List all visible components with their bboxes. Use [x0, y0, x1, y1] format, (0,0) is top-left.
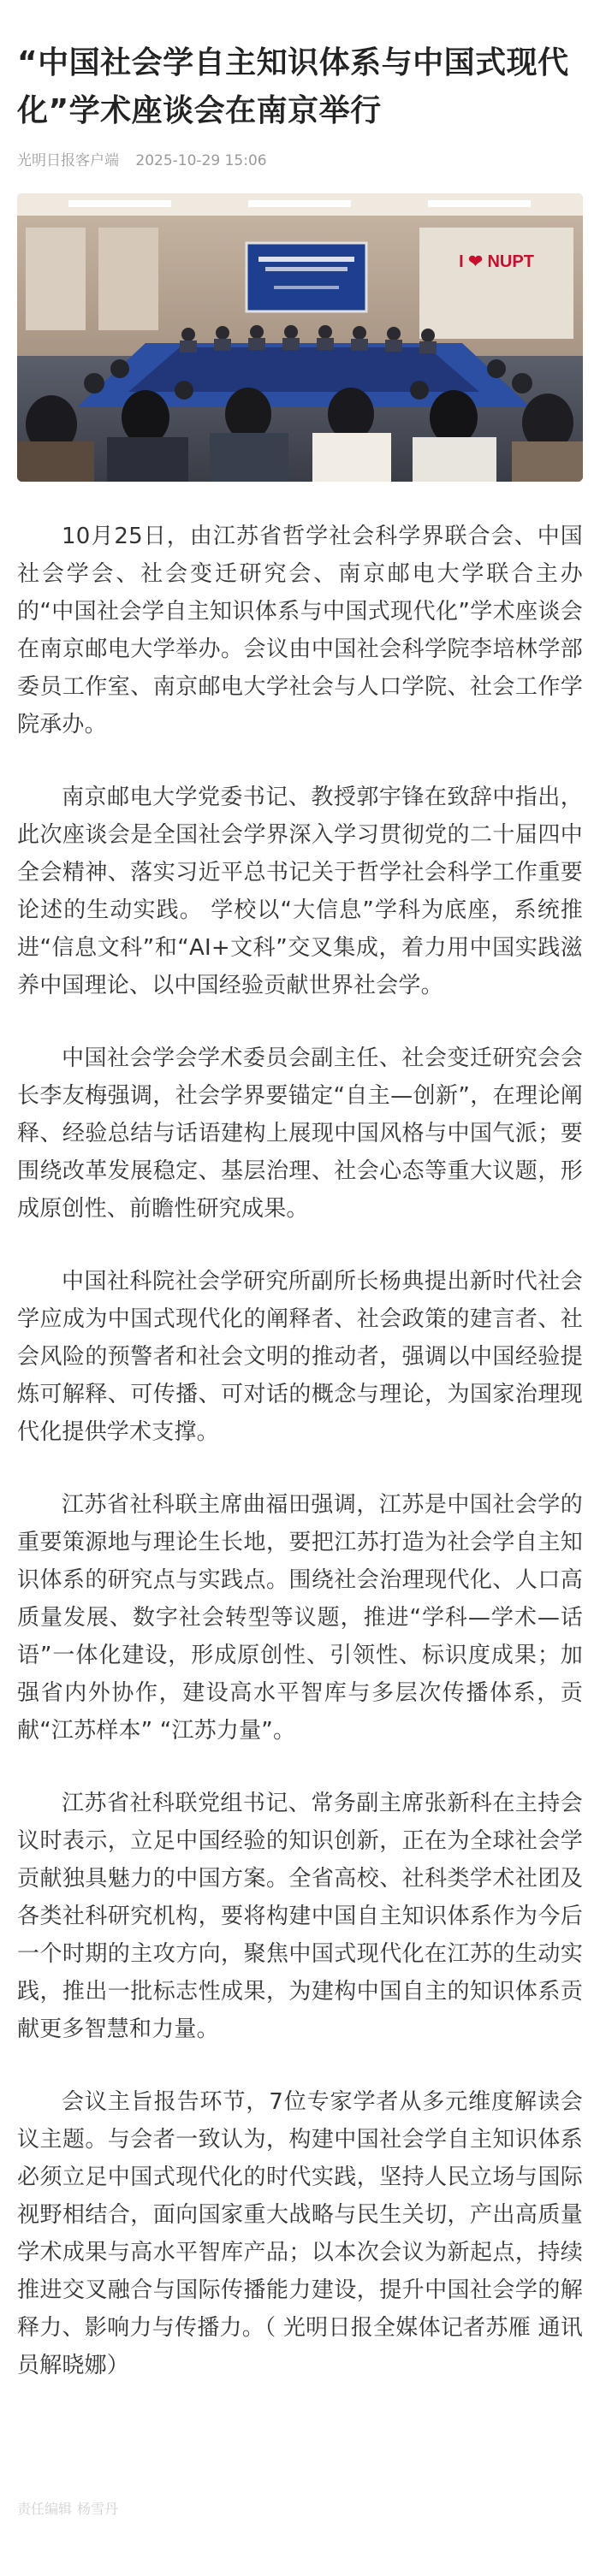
article-paragraph-1: 10月25日，由江苏省哲学社会科学界联合会、中国社会学会、社会变迁研究会、南京邮电大学联合主办的“中国社会学自主知识体系与中国式现代化”学术座谈会在南京邮电大学举办。会议由中国社会科学院李培林学部委员工作室、南京邮电大学社会与人口学院、社会工作学院承办。	[17, 524, 583, 737]
article-paragraph-3: 中国社会学会学术委员会副主任、社会变迁研究会会长李友梅强调，社会学界要锚定“自主—创新”，在理论阐释、经验总结与话语建构上展现中国风格与中国气派；要围绕改革发展稳定、基层治理、社会心态等重大议题，形成原创性、前瞻性研究成果。	[17, 1045, 583, 1222]
article-paragraph-4: 中国社科院社会学研究所副所长杨典提出新时代社会学应成为中国式现代化的阐释者、社会政策的建言者、社会风险的预警者和社会文明的推动者，强调以中国经验提炼可解释、可传播、可对话的概念与理论，为国家治理现代化提供学术支撑。	[17, 1269, 583, 1445]
article-body	[17, 518, 583, 2384]
nupt-logo-text: I ❤ NUPT	[459, 252, 534, 271]
article-title: “中国社会学自主知识体系与中国式现代化”学术座谈会在南京举行	[17, 45, 569, 128]
editor-label: 责任编辑	[17, 2501, 73, 2517]
article-meta	[17, 151, 583, 171]
article-paragraph-6: 江苏省社科联党组书记、常务副主席张新科在主持会议时表示，立足中国经验的知识创新，正在为全球社会学贡献独具魅力的中国方案。全省高校、社科类学术社团及各类社科研究机构，要将构建中国自主知识体系作为今后一个时期的主攻方向，聚焦中国式现代化在江苏的生动实践，推出一批标志性成果，为建构中国自主的知识体系贡献更多智慧和力量。	[17, 1791, 583, 2042]
responsible-editor	[17, 2500, 123, 2519]
article-paragraph-7: 会议主旨报告环节，7位专家学者从多元维度解读会议主题。与会者一致认为，构建中国社会学自主知识体系必须立足中国式现代化的时代实践，坚持人民立场与国际视野相结合，面向国家重大战略与民生关切，产出高质量学术成果与高水平智库产品；以本次会议为新起点，持续推进交叉融合与国际传播能力建设，提升中国社会学的解释力、影响力与传播力。（ 光明日报全媒体记者苏雁 通讯员解晓娜）	[17, 2089, 583, 2378]
conference-photo[interactable]	[17, 193, 583, 482]
article-paragraph-2: 南京邮电大学党委书记、教授郭宇锋在致辞中指出，此次座谈会是全国社会学界深入学习贯彻党的二十届四中全会精神、落实习近平总书记关于哲学社会科学工作重要论述的生动实践。 学校以“大信息”学科为底座，系统推进“信息文科”和“AI+文科”交叉集成，着力用中国实践滋养中国理论、以中国经验贡献世界社会学。	[17, 785, 583, 998]
article-datetime: 2025-10-29 15:06	[135, 152, 267, 169]
article-source[interactable]: 光明日报客户端	[17, 152, 119, 169]
article-paragraph-5: 江苏省社科联主席曲福田强调，江苏是中国社会学的重要策源地与理论生长地，要把江苏打造为社会学自主知识体系的研究点与实践点。围绕社会治理现代化、人口高质量发展、数字社会转型等议题，推进“学科—学术—话语”一体化建设，形成原创性、引领性、标识度成果；加强省内外协作，建设高水平智库与多层次传播体系，贡献“江苏样本” “江苏力量”。	[17, 1492, 583, 1744]
editor-name: 杨雪丹	[77, 2501, 119, 2517]
